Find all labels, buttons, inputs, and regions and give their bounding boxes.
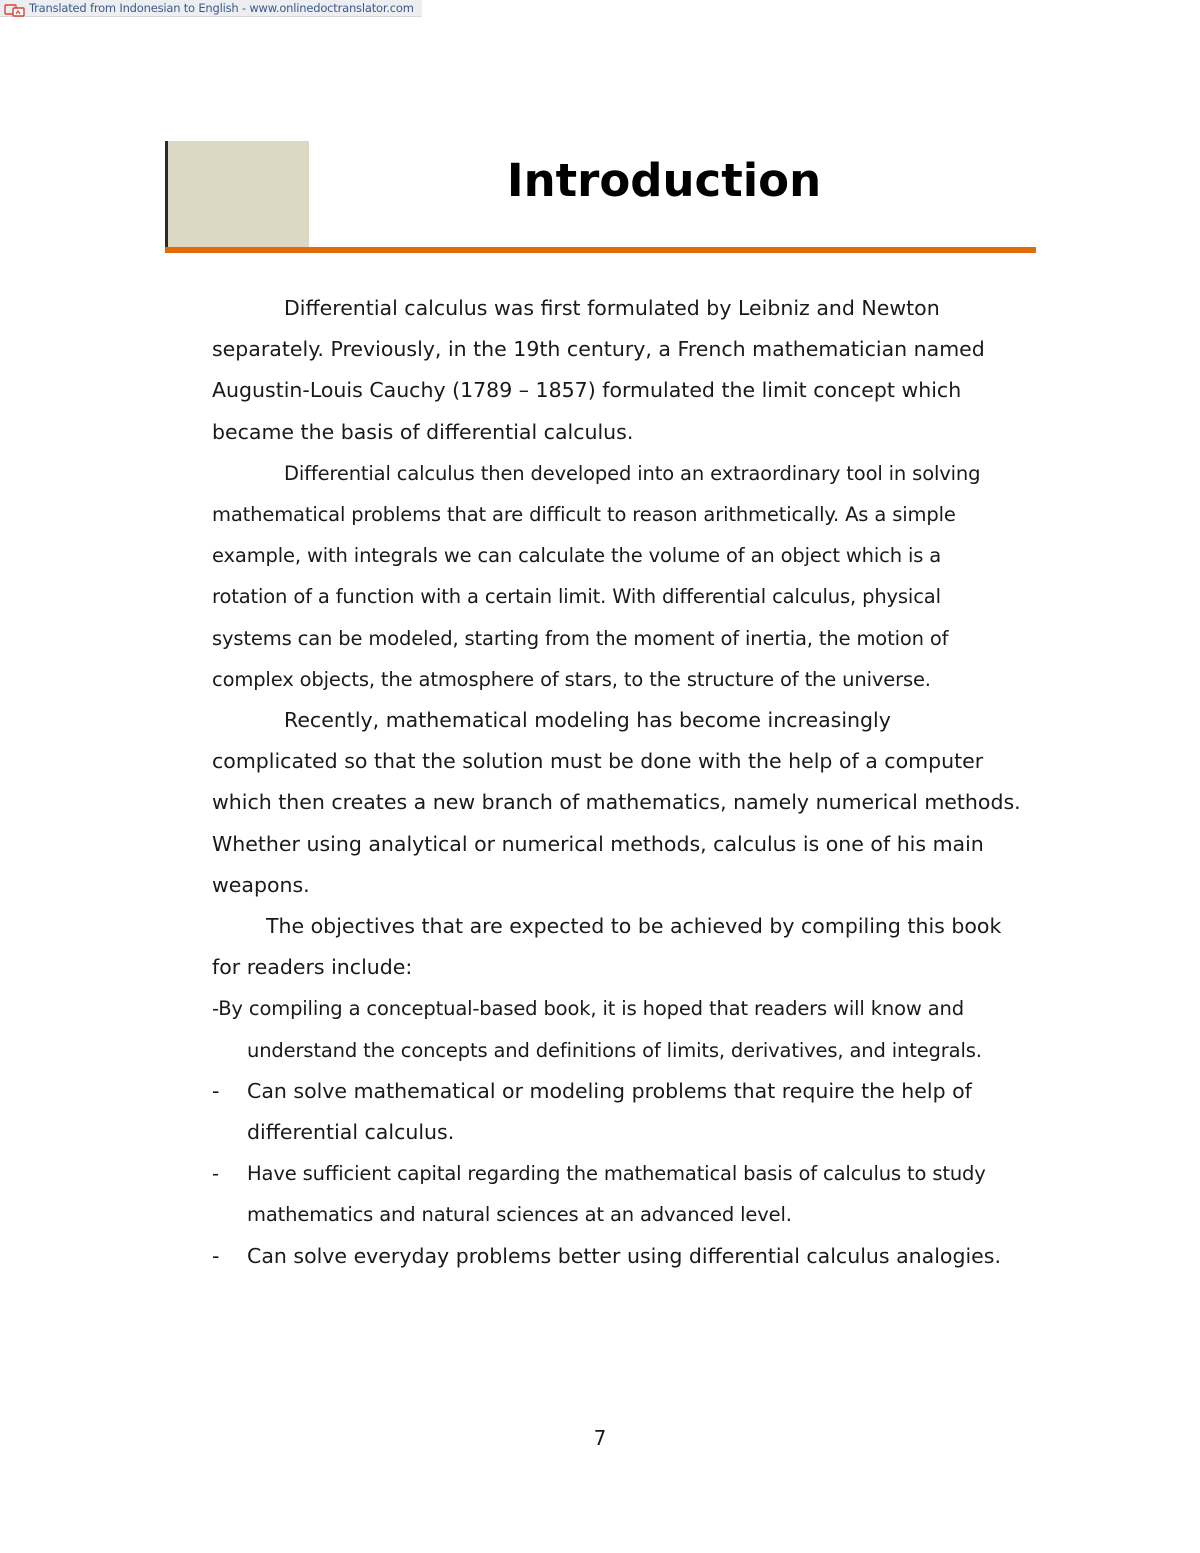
list-item <box>212 1153 1022 1235</box>
page-number: 7 <box>593 1426 607 1450</box>
list-item <box>212 1071 1022 1153</box>
body-content <box>212 288 1022 1277</box>
list-item-text: Can solve everyday problems better using differential calculus analogies. <box>247 1243 1001 1268</box>
objectives-list <box>212 988 1022 1276</box>
list-marker: - <box>212 1162 219 1186</box>
list-marker: - <box>212 1078 220 1103</box>
translation-banner[interactable] <box>0 0 422 17</box>
page-title: Introduction <box>506 154 822 207</box>
list-item <box>212 1236 1022 1277</box>
list-marker: - <box>212 1243 220 1268</box>
title-underline-rule <box>165 247 1036 253</box>
list-item-text: Have sufficient capital regarding the mathematical basis of calculus to study mathematics and natural sciences at an advanced level. <box>247 1162 986 1227</box>
paragraph-1: Differential calculus was first formulated by Leibniz and Newton separately. Previously, in the 19th century, a French mathematician named Augustin-Louis Cauchy (1789 – 1857) formulated the limit concept which became the basis of differential calculus. <box>212 296 985 444</box>
paragraph-3: Recently, mathematical modeling has become increasingly complicated so that the solution must be done with the help of a computer which then creates a new branch of mathematics, namely numerical methods. Whether using analytical or numerical methods, calculus is one of his main weapons. <box>212 708 1021 897</box>
paragraph-2: Differential calculus then developed into an extraordinary tool in solving mathematical problems that are difficult to reason arithmetically. As a simple example, with integrals we can calculate the volume of an object which is a rotation of a function with a certain limit. With differential calculus, physical systems can be modeled, starting from the moment of inertia, the motion of complex objects, the atmosphere of stars, to the structure of the universe. <box>212 461 981 691</box>
paragraph-4: The objectives that are expected to be achieved by compiling this book for readers include: <box>212 914 1002 980</box>
translate-icon <box>4 2 26 15</box>
list-marker: - <box>212 997 219 1021</box>
list-item <box>212 988 1022 1070</box>
list-item-text: By compiling a conceptual-based book, it is hoped that readers will know and understand the concepts and definitions of limits, derivatives, and integrals. <box>218 997 982 1062</box>
list-item-text: Can solve mathematical or modeling problems that require the help of differential calculus. <box>247 1078 972 1145</box>
banner-text[interactable]: Translated from Indonesian to English - www.onlinedoctranslator.com <box>29 1 414 15</box>
header-decoration-block <box>165 141 309 247</box>
